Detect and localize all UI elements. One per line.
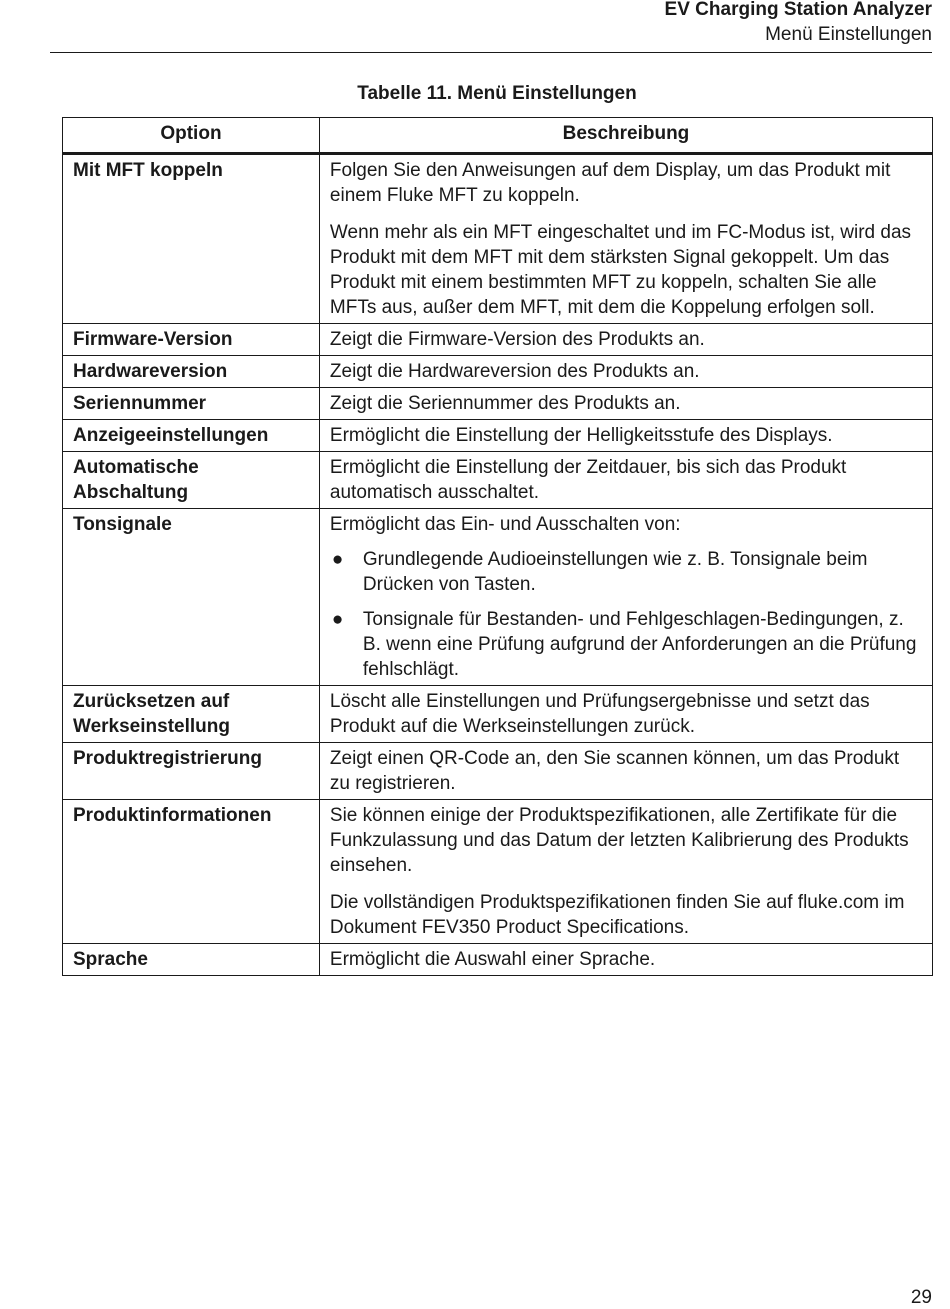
column-header-option: Option (63, 118, 320, 154)
bullet-list (330, 547, 922, 682)
option-cell: Anzeigeeinstellungen (63, 420, 320, 452)
description-cell (319, 686, 932, 743)
option-cell: Tonsignale (63, 509, 320, 686)
description-paragraph: Zeigt die Hardwareversion des Produkts an. (329, 361, 700, 382)
bullet-text: Grundlegende Audioeinstellungen wie z. B. Tonsignale beim Drücken von Tasten. (362, 549, 868, 595)
table-row-seriennummer (63, 388, 933, 420)
table-row-anzeigeeinstellungen (63, 420, 933, 452)
table-row-zuruecksetzen (63, 686, 933, 743)
bullet-text: Tonsignale für Bestanden- und Fehlgeschlagen-Bedingungen, z. B. wenn eine Prüfung aufgrund der Anforderungen an die Prüfung fehlschlägt. (362, 609, 917, 680)
description-cell (319, 388, 932, 420)
option-cell: Zurücksetzen auf Werkseinstellung (63, 686, 320, 743)
description-cell (319, 509, 932, 686)
table-row-produktregistrierung (63, 743, 933, 800)
description-paragraph: Ermöglicht das Ein- und Ausschalten von: (329, 514, 681, 535)
bullet-item (330, 607, 922, 682)
description-cell (319, 420, 932, 452)
option-cell: Hardwareversion (63, 356, 320, 388)
description-cell (319, 743, 932, 800)
option-cell: Firmware-Version (63, 324, 320, 356)
option-cell: Mit MFT koppeln (63, 154, 320, 324)
table-row-automatische-abschaltung (63, 452, 933, 509)
description-paragraph: Folgen Sie den Anweisungen auf dem Display, um das Produkt mit einem Fluke MFT zu koppeln. (329, 160, 891, 206)
table-header-row (63, 118, 933, 154)
description-paragraph: Ermöglicht die Einstellung der Helligkeitsstufe des Displays. (329, 425, 833, 446)
description-paragraph: Die vollständigen Produktspezifikationen finden Sie auf fluke.com im Dokument FEV350 Product Specifications. (329, 892, 905, 938)
table-row-tonsignale (63, 509, 933, 686)
description-paragraph: Löscht alle Einstellungen und Prüfungsergebnisse und setzt das Produkt auf die Werkseinstellungen zurück. (329, 691, 870, 737)
description-paragraph: Zeigt die Seriennummer des Produkts an. (329, 393, 681, 414)
page-header (665, 0, 932, 47)
description-paragraph: Ermöglicht die Auswahl einer Sprache. (329, 949, 656, 970)
bullet-dot-icon: ● (331, 549, 344, 570)
description-cell (319, 944, 932, 976)
description-paragraph: Zeigt einen QR-Code an, den Sie scannen können, um das Produkt zu registrieren. (329, 748, 900, 794)
description-cell (319, 452, 932, 509)
settings-menu-table (62, 117, 933, 976)
table-row-mit-mft-koppeln (63, 154, 933, 324)
option-cell: Automatische Abschaltung (63, 452, 320, 509)
option-cell: Sprache (63, 944, 320, 976)
bullet-dot-icon: ● (331, 609, 344, 630)
table-row-produktinformationen (63, 800, 933, 944)
page-number: 29 (910, 1287, 932, 1308)
section-title: Menü Einstellungen (765, 24, 932, 45)
bullet-item (330, 547, 922, 597)
description-paragraph: Wenn mehr als ein MFT eingeschaltet und im FC-Modus ist, wird das Produkt mit dem MFT mit dem stärksten Signal gekoppelt. Um das Produkt mit einem bestimmten MFT zu koppeln, schalten Sie alle MFTs aus, außer dem MFT, mit dem die Koppelung erfolgen soll. (329, 222, 912, 318)
table-caption: Tabelle 11. Menü Einstellungen (357, 83, 637, 104)
description-cell (319, 356, 932, 388)
header-divider (50, 52, 932, 53)
table-row-firmware-version (63, 324, 933, 356)
table-row-hardwareversion (63, 356, 933, 388)
description-cell (319, 800, 932, 944)
description-paragraph: Zeigt die Firmware-Version des Produkts an. (329, 329, 705, 350)
option-cell: Produktregistrierung (63, 743, 320, 800)
option-cell: Produktinformationen (63, 800, 320, 944)
description-cell (319, 324, 932, 356)
table-row-sprache (63, 944, 933, 976)
column-header-description: Beschreibung (319, 118, 932, 154)
description-cell (319, 154, 932, 324)
description-paragraph: Ermöglicht die Einstellung der Zeitdauer, bis sich das Produkt automatisch ausschaltet. (329, 457, 847, 503)
option-cell: Seriennummer (63, 388, 320, 420)
document-title: EV Charging Station Analyzer (664, 0, 932, 20)
description-paragraph: Sie können einige der Produktspezifikationen, alle Zertifikate für die Funkzulassung und das Datum der letzten Kalibrierung des Produkts einsehen. (329, 805, 909, 876)
